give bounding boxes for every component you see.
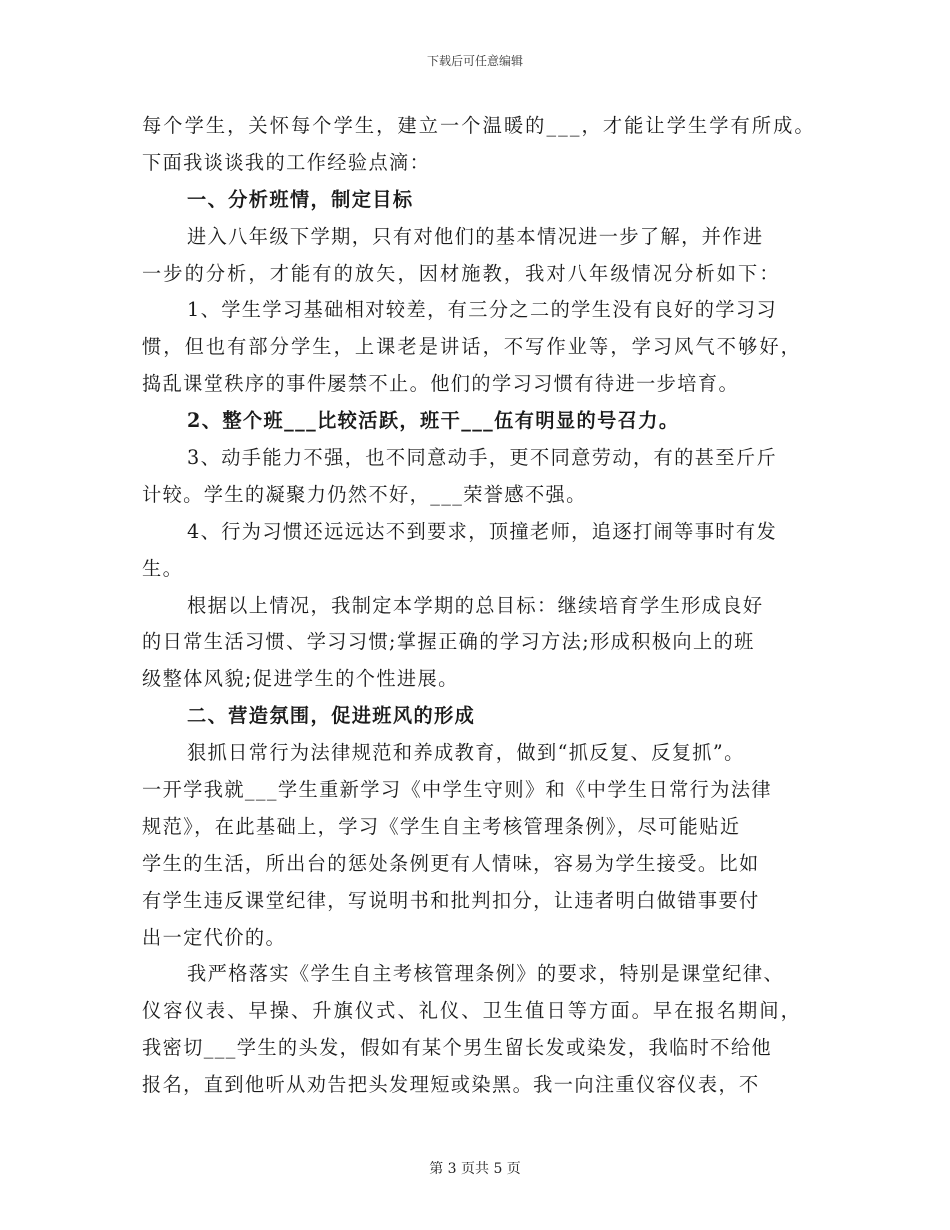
section-heading: 二、营造氛围，促进班风的形成 [187, 704, 476, 728]
page-footer: 第 3 页共 5 页 [429, 1161, 521, 1177]
page-header: 下载后可任意编辑 [426, 54, 523, 68]
text-line: 仪容仪表、早操、升旗仪式、礼仪、卫生值日等方面。早在报名期间， [142, 999, 802, 1023]
text-line: 捣乱课堂秩序的事件屡禁不止。他们的学习习惯有待进一步培育。 [142, 372, 740, 396]
text-line: 有学生违反课堂纪律，写说明书和批判扣分，让违者明白做错事要付 [142, 888, 760, 912]
text-line: 每个学生，关怀每个学生，建立一个温暖的___，才能让学生学有所成。 [142, 114, 816, 137]
section-heading: 一、分析班情，制定目标 [187, 187, 414, 211]
text-line: 我密切___学生的头发，假如有某个男生留长发或染发，我临时不给他 [142, 1036, 773, 1060]
text-line: 报名，直到他听从劝告把头发理短或染黑。我一向注重仪容仪表，不 [142, 1073, 760, 1097]
text-line: 一开学我就___学生重新学习《中学生守则》和《中学生日常行为法律 [142, 778, 773, 802]
text-line: 狠抓日常行为法律规范和养成教育，做到“抓反复、反复抓”。 [187, 741, 745, 765]
text-line: 的日常生活习惯、学习习惯;掌握正确的学习方法;形成积极向上的班 [142, 630, 755, 654]
text-line: 惯，但也有部分学生，上课老是讲话，不写作业等，学习风气不够好， [142, 335, 802, 359]
document-body [142, 108, 816, 1104]
text-line: 计较。学生的凝聚力仍然不好，___荣誉感不强。 [142, 482, 587, 506]
section-heading: 2、整个班___比较活跃，班干___伍有明显的号召力。 [187, 409, 680, 433]
text-line: 规范》，在此基础上，学习《学生自主考核管理条例》，尽可能贴近 [142, 814, 741, 838]
text-line: 出一定代价的。 [142, 925, 287, 949]
text-line: 4、行为习惯还远远达不到要求，顶撞老师，追逐打闹等事时有发 [187, 519, 778, 543]
text-line: 生。 [142, 556, 184, 580]
text-line: 进入八年级下学期，只有对他们的基本情况进一步了解，并作进 [187, 224, 764, 248]
text-line: 根据以上情况，我制定本学期的总目标：继续培育学生形成良好 [187, 593, 764, 617]
text-line: 学生的生活，所出台的惩处条例更有人情味，容易为学生接受。比如 [142, 851, 760, 875]
text-line: 级整体风貌;促进学生的个性进展。 [142, 667, 459, 691]
text-line: 我严格落实《学生自主考核管理条例》的要求，特别是课堂纪律、 [187, 962, 785, 986]
text-line: 1、学生学习基础相对较差，有三分之二的学生没有良好的学习习 [187, 298, 778, 322]
text-line: 一步的分析，才能有的放矢，因材施教，我对八年级情况分析如下： [142, 261, 781, 285]
text-line: 3、动手能力不强，也不同意动手，更不同意劳动，有的甚至斤斤 [187, 446, 778, 470]
text-line: 下面我谈谈我的工作经验点滴： [142, 150, 431, 174]
